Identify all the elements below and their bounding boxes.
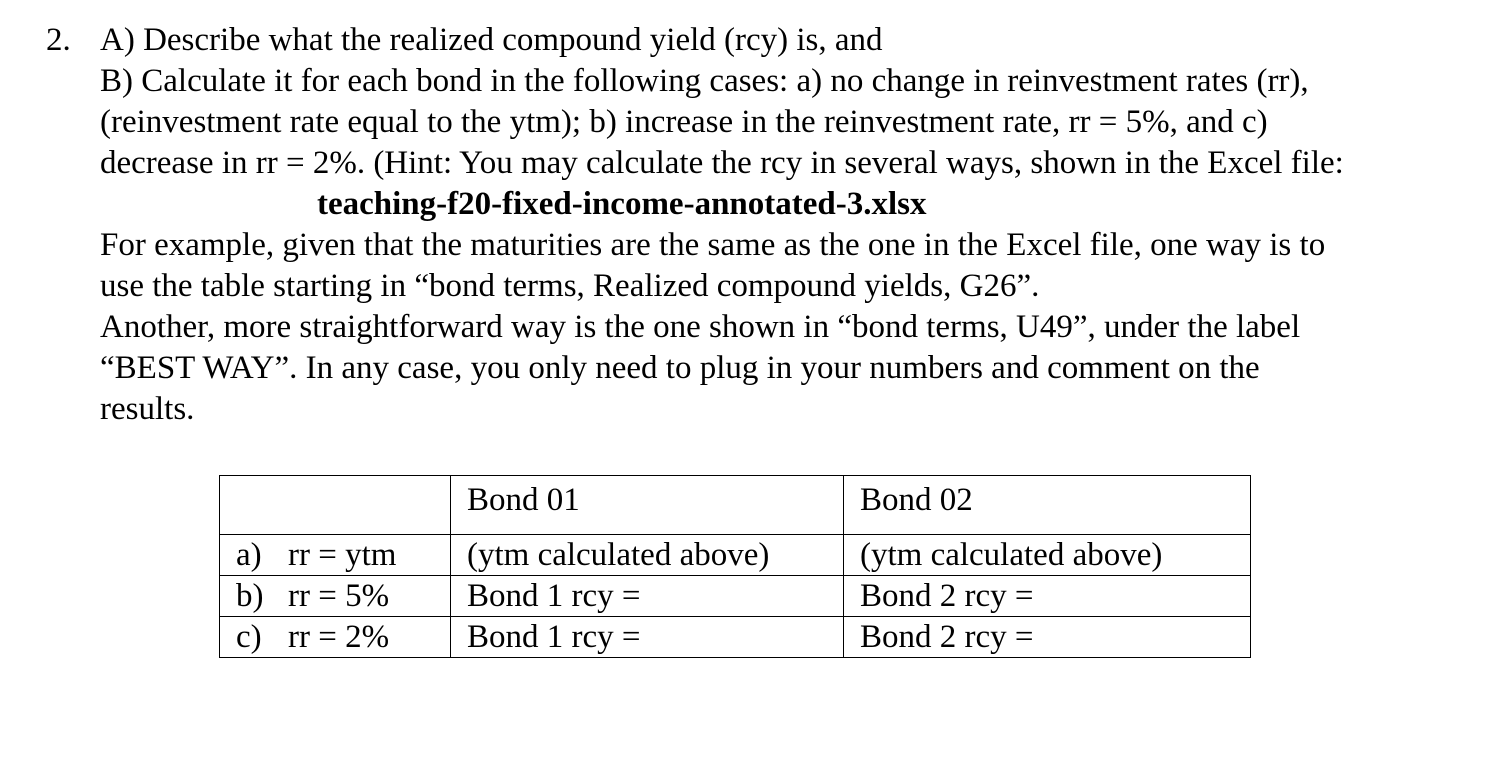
table-row [220,576,1251,617]
case-label: rr = 2% [288,619,390,655]
header-cell-bond-01: Bond 01 [451,476,844,535]
hint-line: For example, given that the maturities are the same as the one in the Excel file, one way is to [100,227,1326,263]
question-line: (reinvestment rate equal to the ytm); b) increase in the reinvestment rate, rr = 5%, and c) [100,104,1268,140]
case-letter: b) [236,578,264,614]
question-line: B) Calculate it for each bond in the following cases: a) no change in reinvestment rates (rr), [100,63,1309,99]
case-label: rr = 5% [288,578,390,614]
question-line: A) Describe what the realized compound yield (rcy) is, and [100,22,883,58]
bond-1-cell[interactable]: Bond 1 rcy = [451,576,844,617]
hint-line: use the table starting in “bond terms, Realized compound yields, G26”. [100,268,1040,304]
bond-2-cell[interactable]: Bond 2 rcy = [844,617,1251,658]
case-cell [220,576,451,617]
case-cell [220,535,451,576]
bond-2-cell[interactable]: (ytm calculated above) [844,535,1251,576]
bond-1-cell[interactable]: (ytm calculated above) [451,535,844,576]
question-body [100,20,1500,430]
case-letter: a) [236,537,262,573]
bond-1-cell[interactable]: Bond 1 rcy = [451,617,844,658]
header-cell-case [220,476,451,535]
table-header-row [220,476,1251,535]
header-cell-bond-02: Bond 02 [844,476,1251,535]
case-label: rr = ytm [288,537,397,573]
hint-line: “BEST WAY”. In any case, you only need to plug in your numbers and comment on the [100,350,1260,386]
case-cell [220,617,451,658]
hint-line: Another, more straightforward way is the one shown in “bond terms, U49”, under the label [100,309,1301,345]
table-row [220,535,1251,576]
excel-filename: teaching-f20-fixed-income-annotated-3.xlsx [317,186,927,222]
case-letter: c) [236,619,262,655]
bond-2-cell[interactable]: Bond 2 rcy = [844,576,1251,617]
answer-table [219,475,1251,658]
hint-line: results. [100,391,195,427]
question-line: decrease in rr = 2%. (Hint: You may calculate the rcy in several ways, shown in the Excel file: [100,145,1344,181]
table-row [220,617,1251,658]
question-number: 2. [46,22,71,58]
